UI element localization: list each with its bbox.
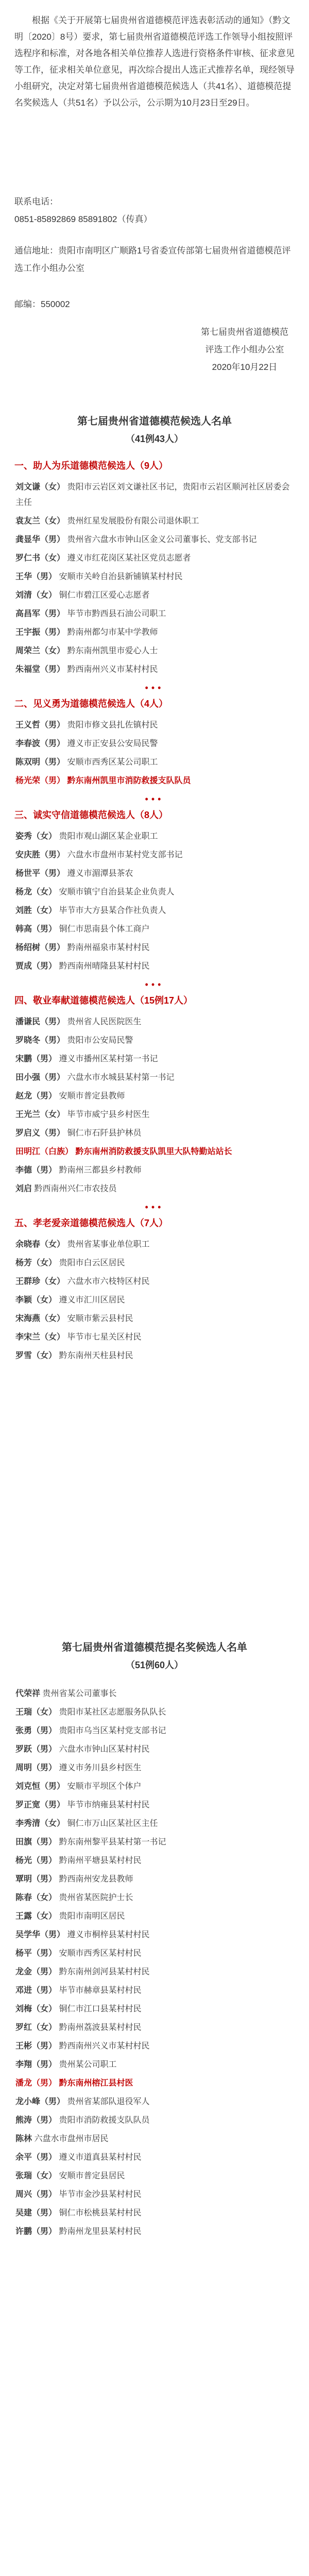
list-item: 许鹏（男） 黔南州龙里县某村村民 (15, 2227, 142, 2236)
contact-title: 联系电话： (14, 197, 58, 207)
list-item: 王露（女） 贵阳市南明区居民 (15, 1912, 125, 1921)
list-item: 刘文谦（女） 贵阳市云岩区刘文谦社区书记，贵阳市云岩区顺河社区居委会主任 (15, 483, 290, 507)
list-item: 李宋兰（女） 毕节市七星关区村民 (15, 1333, 142, 1342)
list-item: 张瑞（女） 安顺市普定县居民 (15, 2172, 125, 2180)
list-item: 龙金（男） 黔东南州剑河县某村村民 (15, 1968, 150, 1976)
list-item: 刘启 黔西南州兴仁市农技员 (15, 1184, 117, 1193)
list-item: 安庆胜（男） 六盘水市盘州市某村党支部书记 (15, 851, 183, 859)
list-item: 周明（男） 遵义市务川县乡村医生 (15, 1764, 142, 1772)
list-item: 邓进（男） 毕节市赫章县某村村民 (15, 1986, 142, 1995)
list-item: 刘清（女） 铜仁市碧江区爱心志愿者 (15, 591, 150, 600)
list-item: 王义哲（男） 贵阳市修文县扎佐镇村民 (15, 721, 158, 730)
list-item: 周兴（男） 毕节市金沙县某村村民 (15, 2190, 142, 2199)
list-item: 罗雪（女） 黔东南州天柱县村民 (15, 1351, 133, 1360)
list-item: 罗跃（男） 六盘水市钟山区某村村民 (15, 1745, 150, 1754)
list-item: 朱福堂（男） 黔西南州兴义市某村村民 (15, 665, 158, 674)
list-item: 覃明（男） 黔西南州安龙县教师 (15, 1875, 133, 1884)
list-item: 陈双明（男） 安顺市西秀区某公司职工 (15, 758, 158, 767)
list-item: 陈春（女） 贵州省某医院护士长 (15, 1893, 133, 1902)
list-item: 宋鹏（男） 遵义市播州区某村第一书记 (15, 1055, 158, 1063)
list-item: 余平（男） 遵义市道真县某村村民 (15, 2153, 142, 2162)
list-item: 代荣祥 贵州省某公司董事长 (15, 1689, 117, 1698)
list2-title: 第七届贵州省道德模范提名奖候选人名单 (62, 1642, 247, 1653)
notice-intro: 根据《关于开展第七届贵州省道德模范评选表彰活动的通知》（黔文明〔2020〕8号）要求，第七届贵州省道德模范评选工作领导小组按照评选程序和标准，对各地各相关单位推荐人选进行资格条件审核、征求意见等工作，征求相关单位意见，再次综合提出人选正式推荐名单，现经领导小组研究，决定对第七届贵州省道德模范候选人（共41名）、道德模范提名奖候选人（共51名）予以公示，公示期为10月23日至29日。 (14, 15, 295, 108)
list1-category-2: 二、见义勇为道德模范候选人（4人） (14, 699, 168, 709)
list1-category-5: 五、孝老爱亲道德模范候选人（7人） (14, 1218, 168, 1228)
list1-category-4: 四、敬业奉献道德模范候选人（15例17人） (14, 995, 193, 1006)
contact-postcode: 邮编：550002 (14, 299, 70, 309)
list-item: 李春波（男） 遵义市正安县公安局民警 (15, 739, 158, 748)
list-item: 王彬（男） 黔西南州兴义市某村村民 (15, 2042, 150, 2050)
list-item: 李秀清（女） 铜仁市万山区某社区主任 (15, 1819, 158, 1828)
postcode-block (14, 296, 295, 313)
list-item: 罗正宽（男） 毕节市纳雍县某村村民 (15, 1801, 150, 1809)
list-item: 王群珍（女） 六盘水市六枝特区村民 (15, 1277, 150, 1286)
list-item: 韩高（男） 铜仁市思南县个体工商户 (15, 925, 150, 934)
list-item: 杨光（男） 黔南州平塘县某村村民 (15, 1856, 142, 1865)
list-item: 潘谦民（男） 贵州省人民医院医生 (15, 1018, 142, 1026)
contact-block (14, 193, 295, 228)
list-item: 吴学华（男） 遵义市桐梓县某村村民 (15, 1930, 150, 1939)
list-item: 袁友兰（女） 贵州红星发展股份有限公司退休职工 (15, 517, 199, 526)
section-divider-dots: ••• (145, 794, 164, 804)
list-item: 罗红（女） 黔南州荔波县某村村民 (15, 2023, 142, 2032)
list-item: 王华（男） 安顺市关岭自治县新铺镇某村村民 (15, 572, 183, 581)
list-item: 吴建（男） 铜仁市松桃县某村村民 (15, 2209, 142, 2217)
list-item: 刘胜（女） 毕节市大方县某合作社负责人 (15, 906, 166, 915)
list1-category-1: 一、助人为乐道德模范候选人（9人） (14, 461, 168, 471)
contact-address: 通信地址：贵阳市南明区广顺路1号省委宣传部第七届贵州省道德模范评选工作小组办公室 (14, 246, 291, 273)
list-item: 田旗（男） 黔东南州黎平县某村第一书记 (15, 1838, 166, 1846)
list-item: 王瑞（女） 贵阳市某社区志愿服务队队长 (15, 1708, 166, 1717)
list-item: 杨芳（女） 贵阳市白云区居民 (15, 1259, 125, 1267)
section-divider-dots: ••• (145, 1202, 164, 1212)
list-item: 李德（男） 黔南州三都县乡村教师 (15, 1166, 142, 1175)
list1-title: 第七届贵州省道德模范候选人名单 (77, 416, 232, 427)
list1-section (0, 412, 309, 1365)
list-item: 余晓春（女） 贵州省某事业单位职工 (15, 1240, 150, 1249)
list-item: 熊涛（男） 贵阳市消防救援支队队员 (15, 2116, 150, 2125)
list-item: 王光兰（女） 毕节市威宁县乡村医生 (15, 1110, 150, 1119)
list-item: 龚显华（男） 贵州省六盘水市钟山区金义公司董事长、党支部书记 (15, 535, 257, 544)
list-item: 罗启义（男） 铜仁市石阡县护林员 (15, 1129, 142, 1138)
list-item: 杨龙（女） 安顺市镇宁自治县某企业负责人 (15, 888, 175, 896)
signature-date: 2020年10月22日 (212, 362, 278, 372)
contact-phones: 0851-85892869 85891802（传真） (14, 214, 152, 224)
list-item: 刘梅（女） 铜仁市江口县某村村民 (15, 2005, 142, 2013)
list-item: 罗晓冬（男） 贵阳市公安局民警 (15, 1036, 133, 1045)
list2-section (0, 1638, 309, 2241)
signature-org1: 第七届贵州省道德模范 (201, 327, 288, 337)
list-item: 田小强（男） 六盘水市水城县某村第一书记 (15, 1073, 175, 1082)
list-item: 李翔（男） 贵州某公司职工 (15, 2060, 117, 2069)
list-item: 赵龙（男） 安顺市普定县教师 (15, 1092, 125, 1100)
list-item: 罗仁书（女） 遵义市红花岗区某社区党员志愿者 (15, 554, 191, 563)
address-block (14, 242, 295, 277)
list-item: 刘克恒（男） 安顺市平坝区个体户 (15, 1782, 142, 1791)
list-item: 杨光荣（男） 黔东南州凯里市消防救援支队队员 (15, 776, 191, 785)
list-item: 姿秀（女） 贵阳市观山湖区某企业职工 (15, 832, 158, 841)
list-item: 龙小峰（男） 贵州省某部队退役军人 (15, 2097, 150, 2106)
list-item: 李颖（女） 遵义市汇川区居民 (15, 1296, 125, 1304)
list1-count: （41例43人） (125, 434, 184, 444)
list-item: 杨平（男） 安顺市西秀区某村村民 (15, 1949, 142, 1958)
section-divider-dots: ••• (145, 683, 164, 693)
list2-count: （51例60人） (125, 1660, 184, 1670)
list-item: 贾成（男） 黔西南州晴隆县某村村民 (15, 962, 150, 971)
list-item: 张勇（男） 贵阳市乌当区某村党支部书记 (15, 1726, 166, 1735)
list-item: 高昌军（男） 毕节市黔西县石油公司职工 (15, 609, 166, 618)
section-divider-dots: ••• (145, 979, 164, 990)
list-item: 杨绍树（男） 黔南州福泉市某村村民 (15, 943, 150, 952)
list-item: 陈林 六盘水市盘州市居民 (15, 2134, 109, 2143)
list1-category-3: 三、诚实守信道德模范候选人（8人） (14, 810, 168, 820)
list-item: 潘龙（男） 黔东南州榕江县村医 (15, 2079, 133, 2088)
signature-block (201, 324, 288, 376)
list-item: 杨世平（男） 遵义市湄潭县茶农 (15, 869, 133, 878)
list-item: 宋海燕（女） 安顺市紫云县村民 (15, 1314, 133, 1323)
list-item: 王宇振（男） 黔南州都匀市某中学教师 (15, 628, 158, 637)
list-item: 田明江（白族） 黔东南州消防救援支队凯里大队特勤站站长 (15, 1147, 232, 1156)
signature-org2: 评选工作小组办公室 (205, 345, 284, 354)
list-item: 周荣兰（女） 黔东南州凯里市爱心人士 (15, 647, 158, 655)
